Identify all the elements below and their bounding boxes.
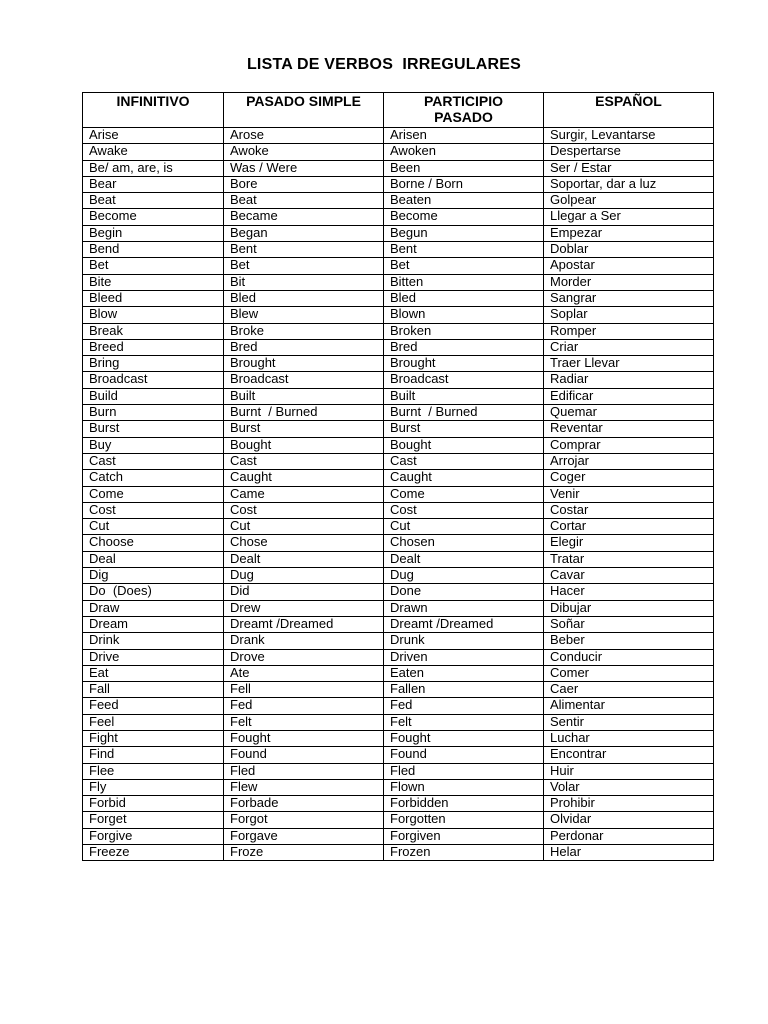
infinitivo-cell: Flee bbox=[83, 763, 224, 779]
espanol-cell: Criar bbox=[544, 339, 714, 355]
table-row bbox=[83, 812, 714, 828]
espanol-cell: Luchar bbox=[544, 730, 714, 746]
espanol-cell: Elegir bbox=[544, 535, 714, 551]
espanol-cell: Morder bbox=[544, 274, 714, 290]
pasado-simple-cell: Burst bbox=[224, 421, 384, 437]
infinitivo-cell: Break bbox=[83, 323, 224, 339]
espanol-cell: Cavar bbox=[544, 568, 714, 584]
pasado-simple-cell: Cast bbox=[224, 453, 384, 469]
table-row bbox=[83, 144, 714, 160]
espanol-cell: Despertarse bbox=[544, 144, 714, 160]
participio-cell: Drawn bbox=[384, 600, 544, 616]
infinitivo-cell: Drink bbox=[83, 633, 224, 649]
pasado-simple-cell: Came bbox=[224, 486, 384, 502]
participio-cell: Cast bbox=[384, 453, 544, 469]
header-pasado-simple: PASADO SIMPLE bbox=[224, 93, 384, 128]
participio-cell: Arisen bbox=[384, 128, 544, 144]
pasado-simple-cell: Dreamt /Dreamed bbox=[224, 616, 384, 632]
pasado-simple-cell: Dealt bbox=[224, 551, 384, 567]
participio-cell: Broken bbox=[384, 323, 544, 339]
espanol-cell: Conducir bbox=[544, 649, 714, 665]
pasado-simple-cell: Cost bbox=[224, 502, 384, 518]
participio-cell: Cut bbox=[384, 519, 544, 535]
participio-cell: Fled bbox=[384, 763, 544, 779]
infinitivo-cell: Draw bbox=[83, 600, 224, 616]
table-row bbox=[83, 796, 714, 812]
infinitivo-cell: Bite bbox=[83, 274, 224, 290]
espanol-cell: Olvidar bbox=[544, 812, 714, 828]
participio-cell: Done bbox=[384, 584, 544, 600]
espanol-cell: Romper bbox=[544, 323, 714, 339]
table-row bbox=[83, 193, 714, 209]
espanol-cell: Alimentar bbox=[544, 698, 714, 714]
participio-cell: Forgotten bbox=[384, 812, 544, 828]
pasado-simple-cell: Froze bbox=[224, 845, 384, 861]
table-row bbox=[83, 274, 714, 290]
pasado-simple-cell: Bred bbox=[224, 339, 384, 355]
pasado-simple-cell: Beat bbox=[224, 193, 384, 209]
table-row bbox=[83, 779, 714, 795]
table-row bbox=[83, 828, 714, 844]
infinitivo-cell: Burst bbox=[83, 421, 224, 437]
table-row bbox=[83, 714, 714, 730]
participio-cell: Bled bbox=[384, 290, 544, 306]
table-row bbox=[83, 388, 714, 404]
espanol-cell: Huir bbox=[544, 763, 714, 779]
espanol-cell: Soñar bbox=[544, 616, 714, 632]
table-row bbox=[83, 128, 714, 144]
infinitivo-cell: Deal bbox=[83, 551, 224, 567]
infinitivo-cell: Begin bbox=[83, 225, 224, 241]
infinitivo-cell: Become bbox=[83, 209, 224, 225]
table-row bbox=[83, 763, 714, 779]
table-row bbox=[83, 339, 714, 355]
participio-cell: Drunk bbox=[384, 633, 544, 649]
espanol-cell: Comprar bbox=[544, 437, 714, 453]
infinitivo-cell: Buy bbox=[83, 437, 224, 453]
infinitivo-cell: Burn bbox=[83, 405, 224, 421]
espanol-cell: Venir bbox=[544, 486, 714, 502]
pasado-simple-cell: Did bbox=[224, 584, 384, 600]
infinitivo-cell: Come bbox=[83, 486, 224, 502]
pasado-simple-cell: Burnt / Burned bbox=[224, 405, 384, 421]
table-row bbox=[83, 421, 714, 437]
table-row bbox=[83, 405, 714, 421]
infinitivo-cell: Forbid bbox=[83, 796, 224, 812]
header-participio-pasado: PARTICIPIO PASADO bbox=[384, 93, 544, 128]
pasado-simple-cell: Broadcast bbox=[224, 372, 384, 388]
participio-cell: Dealt bbox=[384, 551, 544, 567]
pasado-simple-cell: Bit bbox=[224, 274, 384, 290]
pasado-simple-cell: Fought bbox=[224, 730, 384, 746]
espanol-cell: Ser / Estar bbox=[544, 160, 714, 176]
table-row bbox=[83, 584, 714, 600]
infinitivo-cell: Awake bbox=[83, 144, 224, 160]
participio-cell: Bitten bbox=[384, 274, 544, 290]
pasado-simple-cell: Cut bbox=[224, 519, 384, 535]
pasado-simple-cell: Built bbox=[224, 388, 384, 404]
table-row bbox=[83, 486, 714, 502]
pasado-simple-cell: Began bbox=[224, 225, 384, 241]
table-row bbox=[83, 356, 714, 372]
participio-cell: Beaten bbox=[384, 193, 544, 209]
pasado-simple-cell: Drank bbox=[224, 633, 384, 649]
infinitivo-cell: Fight bbox=[83, 730, 224, 746]
espanol-cell: Helar bbox=[544, 845, 714, 861]
infinitivo-cell: Forget bbox=[83, 812, 224, 828]
espanol-cell: Beber bbox=[544, 633, 714, 649]
espanol-cell: Dibujar bbox=[544, 600, 714, 616]
espanol-cell: Encontrar bbox=[544, 747, 714, 763]
table-row bbox=[83, 665, 714, 681]
participio-cell: Begun bbox=[384, 225, 544, 241]
infinitivo-cell: Feel bbox=[83, 714, 224, 730]
infinitivo-cell: Dig bbox=[83, 568, 224, 584]
participio-cell: Chosen bbox=[384, 535, 544, 551]
infinitivo-cell: Bring bbox=[83, 356, 224, 372]
infinitivo-cell: Bet bbox=[83, 258, 224, 274]
participio-cell: Borne / Born bbox=[384, 176, 544, 192]
infinitivo-cell: Bleed bbox=[83, 290, 224, 306]
espanol-cell: Empezar bbox=[544, 225, 714, 241]
table-body bbox=[83, 128, 714, 861]
infinitivo-cell: Be/ am, are, is bbox=[83, 160, 224, 176]
participio-cell: Cost bbox=[384, 502, 544, 518]
pasado-simple-cell: Forbade bbox=[224, 796, 384, 812]
espanol-cell: Arrojar bbox=[544, 453, 714, 469]
table-row bbox=[83, 682, 714, 698]
espanol-cell: Hacer bbox=[544, 584, 714, 600]
participio-cell: Bred bbox=[384, 339, 544, 355]
espanol-cell: Comer bbox=[544, 665, 714, 681]
header-infinitivo: INFINITIVO bbox=[83, 93, 224, 128]
participio-cell: Bent bbox=[384, 242, 544, 258]
pasado-simple-cell: Brought bbox=[224, 356, 384, 372]
espanol-cell: Tratar bbox=[544, 551, 714, 567]
espanol-cell: Sentir bbox=[544, 714, 714, 730]
header-espanol: ESPAÑOL bbox=[544, 93, 714, 128]
pasado-simple-cell: Fed bbox=[224, 698, 384, 714]
pasado-simple-cell: Awoke bbox=[224, 144, 384, 160]
table-row bbox=[83, 323, 714, 339]
table-row bbox=[83, 372, 714, 388]
table-row bbox=[83, 470, 714, 486]
pasado-simple-cell: Blew bbox=[224, 307, 384, 323]
espanol-cell: Volar bbox=[544, 779, 714, 795]
infinitivo-cell: Fly bbox=[83, 779, 224, 795]
pasado-simple-cell: Broke bbox=[224, 323, 384, 339]
participio-cell: Forbidden bbox=[384, 796, 544, 812]
table-row bbox=[83, 437, 714, 453]
infinitivo-cell: Arise bbox=[83, 128, 224, 144]
espanol-cell: Cortar bbox=[544, 519, 714, 535]
table-row bbox=[83, 176, 714, 192]
participio-cell: Frozen bbox=[384, 845, 544, 861]
infinitivo-cell: Cost bbox=[83, 502, 224, 518]
irregular-verbs-table bbox=[82, 92, 714, 861]
participio-cell: Broadcast bbox=[384, 372, 544, 388]
participio-cell: Driven bbox=[384, 649, 544, 665]
table-row bbox=[83, 600, 714, 616]
pasado-simple-cell: Caught bbox=[224, 470, 384, 486]
participio-cell: Awoken bbox=[384, 144, 544, 160]
espanol-cell: Quemar bbox=[544, 405, 714, 421]
table-row bbox=[83, 551, 714, 567]
table-row bbox=[83, 290, 714, 306]
infinitivo-cell: Do (Does) bbox=[83, 584, 224, 600]
infinitivo-cell: Cast bbox=[83, 453, 224, 469]
pasado-simple-cell: Forgave bbox=[224, 828, 384, 844]
infinitivo-cell: Blow bbox=[83, 307, 224, 323]
infinitivo-cell: Feed bbox=[83, 698, 224, 714]
participio-cell: Felt bbox=[384, 714, 544, 730]
infinitivo-cell: Beat bbox=[83, 193, 224, 209]
table-row bbox=[83, 568, 714, 584]
infinitivo-cell: Breed bbox=[83, 339, 224, 355]
table-row bbox=[83, 519, 714, 535]
pasado-simple-cell: Became bbox=[224, 209, 384, 225]
table-row bbox=[83, 730, 714, 746]
espanol-cell: Llegar a Ser bbox=[544, 209, 714, 225]
infinitivo-cell: Choose bbox=[83, 535, 224, 551]
infinitivo-cell: Broadcast bbox=[83, 372, 224, 388]
participio-cell: Brought bbox=[384, 356, 544, 372]
espanol-cell: Perdonar bbox=[544, 828, 714, 844]
participio-cell: Dreamt /Dreamed bbox=[384, 616, 544, 632]
table-row bbox=[83, 225, 714, 241]
infinitivo-cell: Catch bbox=[83, 470, 224, 486]
infinitivo-cell: Cut bbox=[83, 519, 224, 535]
participio-cell: Built bbox=[384, 388, 544, 404]
pasado-simple-cell: Fell bbox=[224, 682, 384, 698]
pasado-simple-cell: Dug bbox=[224, 568, 384, 584]
participio-cell: Burst bbox=[384, 421, 544, 437]
table-row bbox=[83, 747, 714, 763]
espanol-cell: Doblar bbox=[544, 242, 714, 258]
table-header-row bbox=[83, 93, 714, 128]
participio-cell: Become bbox=[384, 209, 544, 225]
pasado-simple-cell: Forgot bbox=[224, 812, 384, 828]
espanol-cell: Reventar bbox=[544, 421, 714, 437]
pasado-simple-cell: Bent bbox=[224, 242, 384, 258]
infinitivo-cell: Drive bbox=[83, 649, 224, 665]
table-row bbox=[83, 209, 714, 225]
table-row bbox=[83, 845, 714, 861]
espanol-cell: Edificar bbox=[544, 388, 714, 404]
page-title: LISTA DE VERBOS IRREGULARES bbox=[246, 56, 522, 73]
table-row bbox=[83, 649, 714, 665]
pasado-simple-cell: Drove bbox=[224, 649, 384, 665]
participio-cell: Dug bbox=[384, 568, 544, 584]
infinitivo-cell: Bend bbox=[83, 242, 224, 258]
table-row bbox=[83, 633, 714, 649]
espanol-cell: Costar bbox=[544, 502, 714, 518]
pasado-simple-cell: Flew bbox=[224, 779, 384, 795]
pasado-simple-cell: Bore bbox=[224, 176, 384, 192]
pasado-simple-cell: Chose bbox=[224, 535, 384, 551]
participio-cell: Eaten bbox=[384, 665, 544, 681]
espanol-cell: Soplar bbox=[544, 307, 714, 323]
table-row bbox=[83, 307, 714, 323]
pasado-simple-cell: Bought bbox=[224, 437, 384, 453]
participio-cell: Fallen bbox=[384, 682, 544, 698]
pasado-simple-cell: Ate bbox=[224, 665, 384, 681]
infinitivo-cell: Forgive bbox=[83, 828, 224, 844]
espanol-cell: Golpear bbox=[544, 193, 714, 209]
participio-cell: Fed bbox=[384, 698, 544, 714]
espanol-cell: Soportar, dar a luz bbox=[544, 176, 714, 192]
table-row bbox=[83, 616, 714, 632]
pasado-simple-cell: Bet bbox=[224, 258, 384, 274]
pasado-simple-cell: Was / Were bbox=[224, 160, 384, 176]
table-row bbox=[83, 242, 714, 258]
pasado-simple-cell: Fled bbox=[224, 763, 384, 779]
infinitivo-cell: Fall bbox=[83, 682, 224, 698]
infinitivo-cell: Dream bbox=[83, 616, 224, 632]
infinitivo-cell: Bear bbox=[83, 176, 224, 192]
espanol-cell: Traer Llevar bbox=[544, 356, 714, 372]
pasado-simple-cell: Arose bbox=[224, 128, 384, 144]
participio-cell: Fought bbox=[384, 730, 544, 746]
participio-cell: Caught bbox=[384, 470, 544, 486]
participio-cell: Flown bbox=[384, 779, 544, 795]
table-row bbox=[83, 160, 714, 176]
table-row bbox=[83, 258, 714, 274]
participio-cell: Come bbox=[384, 486, 544, 502]
participio-cell: Been bbox=[384, 160, 544, 176]
espanol-cell: Sangrar bbox=[544, 290, 714, 306]
espanol-cell: Surgir, Levantarse bbox=[544, 128, 714, 144]
participio-cell: Forgiven bbox=[384, 828, 544, 844]
espanol-cell: Coger bbox=[544, 470, 714, 486]
table-row bbox=[83, 502, 714, 518]
participio-cell: Found bbox=[384, 747, 544, 763]
espanol-cell: Radiar bbox=[544, 372, 714, 388]
table-row bbox=[83, 453, 714, 469]
espanol-cell: Prohibir bbox=[544, 796, 714, 812]
pasado-simple-cell: Drew bbox=[224, 600, 384, 616]
pasado-simple-cell: Found bbox=[224, 747, 384, 763]
infinitivo-cell: Find bbox=[83, 747, 224, 763]
pasado-simple-cell: Felt bbox=[224, 714, 384, 730]
participio-cell: Bought bbox=[384, 437, 544, 453]
espanol-cell: Apostar bbox=[544, 258, 714, 274]
infinitivo-cell: Eat bbox=[83, 665, 224, 681]
pasado-simple-cell: Bled bbox=[224, 290, 384, 306]
infinitivo-cell: Freeze bbox=[83, 845, 224, 861]
infinitivo-cell: Build bbox=[83, 388, 224, 404]
participio-cell: Blown bbox=[384, 307, 544, 323]
table-row bbox=[83, 535, 714, 551]
participio-cell: Bet bbox=[384, 258, 544, 274]
espanol-cell: Caer bbox=[544, 682, 714, 698]
participio-cell: Burnt / Burned bbox=[384, 405, 544, 421]
table-row bbox=[83, 698, 714, 714]
